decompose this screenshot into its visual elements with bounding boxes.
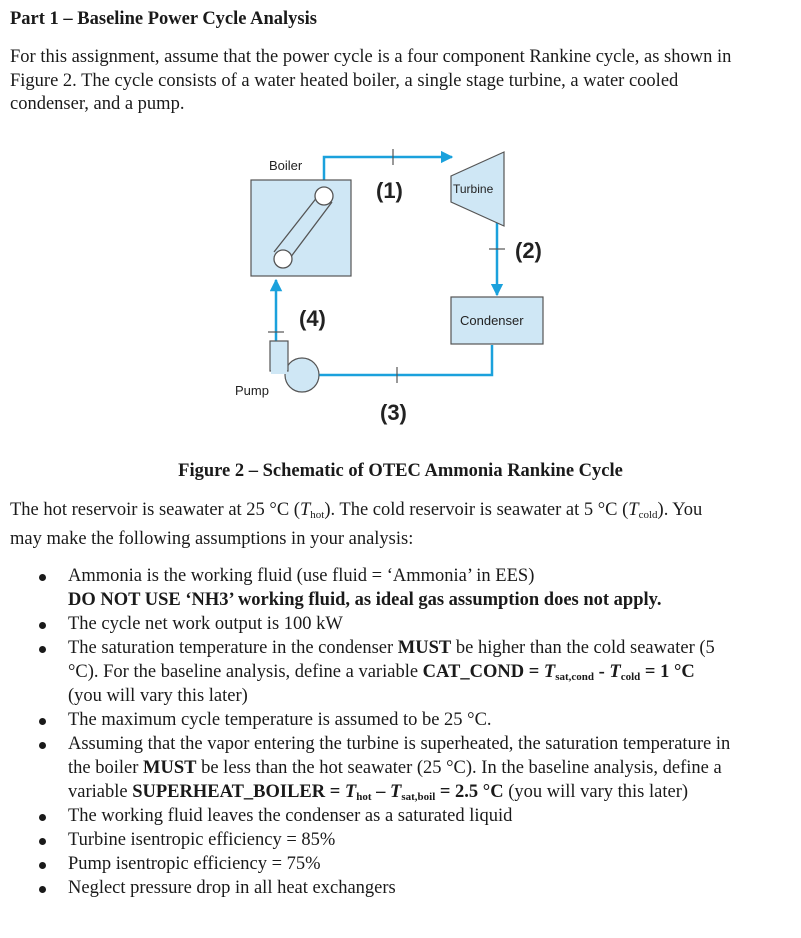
bullet-pump-efficiency: Pump isentropic efficiency = 75%	[68, 854, 321, 874]
state-1-label: (1)	[376, 178, 403, 203]
bullet-dot	[39, 718, 46, 725]
section-heading: Part 1 – Baseline Power Cycle Analysis	[10, 9, 317, 29]
intro-line: Figure 2. The cycle consists of a water heated boiler, a single stage turbine, a water cooled	[10, 70, 679, 91]
bullet-dot	[39, 574, 46, 581]
bullet-condenser-line-3: (you will vary this later)	[68, 686, 248, 706]
reservoir-line-2: may make the following assumptions in your analysis:	[10, 528, 414, 549]
pipe-condenser-to-pump	[305, 345, 492, 375]
bullet-dot	[39, 886, 46, 893]
state-3-label: (3)	[380, 400, 407, 425]
bullet-dot	[39, 742, 46, 749]
bullet-max-temp: The maximum cycle temperature is assumed to be 25 °C.	[68, 710, 492, 730]
bullet-superheat-line-1: Assuming that the vapor entering the turbine is superheated, the saturation temperature in	[68, 734, 731, 754]
bullet-dot	[39, 622, 46, 629]
state-2-label: (2)	[515, 238, 542, 263]
pump-label: Pump	[235, 383, 269, 398]
bullet-net-work: The cycle net work output is 100 kW	[68, 614, 343, 634]
figure-caption: Figure 2 – Schematic of OTEC Ammonia Rankine Cycle	[178, 461, 623, 481]
bullet-dot	[39, 646, 46, 653]
bullet-turbine-efficiency: Turbine isentropic efficiency = 85%	[68, 830, 336, 850]
intro-line: condenser, and a pump.	[10, 94, 185, 114]
bullet-fluid: Ammonia is the working fluid (use fluid = ‘Ammonia’ in EES)	[68, 566, 535, 586]
boiler-box	[251, 180, 351, 276]
bullet-saturated-liquid: The working fluid leaves the condenser as a saturated liquid	[68, 806, 513, 826]
bullet-condenser-line-1: The saturation temperature in the condenser MUST be higher than the cold seawater (5	[68, 638, 715, 658]
rankine-cycle-diagram	[0, 0, 801, 460]
bullet-superheat-line-2: the boiler MUST be less than the hot seawater (25 °C). In the baseline analysis, define a	[68, 758, 722, 778]
state-4-label: (4)	[299, 306, 326, 331]
bullet-pressure-drop: Neglect pressure drop in all heat exchangers	[68, 878, 396, 898]
bullet-dot	[39, 814, 46, 821]
intro-line: For this assignment, assume that the power cycle is a four component Rankine cycle, as shown in	[10, 47, 732, 67]
bullet-dot	[39, 838, 46, 845]
bullet-fluid-warning: DO NOT USE ‘NH3’ working fluid, as ideal gas assumption does not apply.	[68, 590, 662, 610]
condenser-label: Condenser	[460, 313, 524, 328]
reservoir-line-1: The hot reservoir is seawater at 25 °C $(T_{hot})$. The cold reservoir is seawater at 5 °C $(T_{cold})$. You	[10, 500, 703, 521]
turbine-label: Turbine	[453, 182, 494, 196]
bullet-condenser-line-2: °C). For the baseline analysis, define a variable CAT_COND = $T_{sat,cond} - T_{cold} = 1$ °C	[68, 662, 695, 683]
pump-icon	[270, 341, 319, 392]
bullet-superheat-line-3: variable SUPERHEAT_BOILER = $T_{hot} - T_{sat,boil} = 2.5$ °C (you will vary this later)	[68, 782, 689, 803]
bullet-dot	[39, 862, 46, 869]
reservoir-paragraph	[10, 499, 702, 551]
boiler-label: Boiler	[269, 158, 303, 173]
